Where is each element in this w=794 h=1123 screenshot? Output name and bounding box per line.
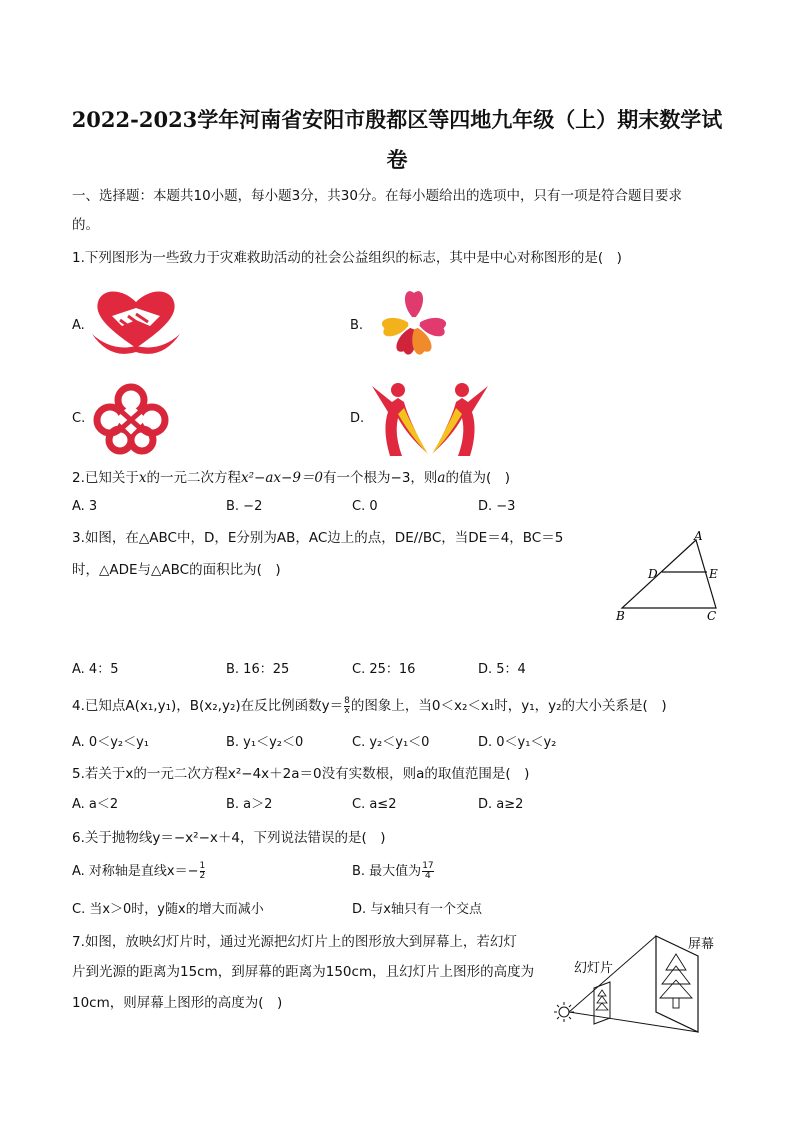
- q2-option-d[interactable]: D. −3: [478, 499, 516, 514]
- q3-stem-line2: 时，△ADE与△ABC的面积比为( ): [72, 562, 281, 578]
- q6-opta-den: 2: [199, 871, 206, 881]
- q3-label-b: B: [616, 609, 625, 623]
- q1-option-d-label: D.: [350, 411, 365, 426]
- q6-stem: 6.关于抛物线y＝−x²−x＋4，下列说法错误的是( ): [72, 830, 386, 846]
- q6-option-b-fraction: [422, 862, 433, 881]
- q3-label-c: C: [707, 609, 717, 623]
- q7-stem-line1: 7.如图，放映幻灯片时，通过光源把幻灯片上的图形放大到屏幕上，若幻灯: [72, 934, 517, 950]
- q1-logo-a-image: [90, 286, 182, 360]
- q6-option-c[interactable]: C. 当x＞0时，y随x的增大而减小: [72, 902, 264, 917]
- q1-option-c-label: C.: [72, 411, 86, 426]
- q7-projector-figure: [548, 928, 728, 1040]
- q6-option-b-text: B. 最大值为: [352, 864, 422, 879]
- q2-option-a[interactable]: A. 3: [72, 499, 98, 514]
- q4-stem-part1: 4.已知点A(x₁,y₁)，B(x₂,y₂)在反比例函数y＝: [72, 698, 344, 714]
- page-title: 2022-2023学年河南省安阳市殷都区等四地九年级（上）期末数学试: [71, 107, 723, 132]
- q2-stem: [72, 468, 510, 488]
- q7-screen-label: 屏幕: [688, 937, 715, 952]
- q3-label-e: E: [709, 567, 718, 581]
- q6-option-d[interactable]: D. 与x轴只有一个交点: [352, 902, 482, 917]
- q3-option-d[interactable]: D. 5：4: [478, 662, 526, 677]
- q4-option-c[interactable]: C. y₂＜y₁＜0: [352, 735, 430, 750]
- q1-option-b-label: B.: [350, 318, 364, 333]
- q2-stem-part3: 有一个根为−3，则: [323, 470, 438, 486]
- section-header-cont: 的。: [72, 217, 99, 233]
- q7-slide-label: 幻灯片: [574, 961, 614, 976]
- q4-stem-part2: 的图象上，当0＜x₂＜x₁时，y₁，y₂的大小关系是( ): [350, 698, 667, 714]
- q5-option-a[interactable]: A. a＜2: [72, 797, 119, 812]
- q3-triangle-figure: [610, 528, 728, 626]
- q5-stem: 5.若关于x的一元二次方程x²−4x＋2a＝0没有实数根，则a的取值范围是( ): [72, 766, 530, 782]
- q2-equation: x²−ax−9＝0: [241, 470, 324, 486]
- q4-fraction: [344, 697, 350, 716]
- section-header: 一、选择题：本题共10小题，每小题3分，共30分。在每小题给出的选项中，只有一项是符合题目要求: [72, 188, 682, 204]
- q1-logo-c-image: [90, 380, 172, 456]
- q2-var-a: a: [437, 470, 446, 486]
- page-title-cont: 卷: [386, 147, 408, 172]
- q4-option-a[interactable]: A. 0＜y₂＜y₁: [72, 735, 150, 750]
- q1-logo-d-image: [368, 378, 492, 458]
- q6-option-a-text: A. 对称轴是直线x＝−: [72, 864, 199, 879]
- q5-option-c[interactable]: C. a≤2: [352, 797, 397, 812]
- q7-stem-line2: 片到光源的距离为15cm，到屏幕的距离为150cm，且幻灯片上图形的高度为: [72, 964, 535, 980]
- q6-optb-num: 17: [422, 861, 434, 871]
- q2-option-b[interactable]: B. −2: [226, 499, 263, 514]
- q2-stem-part2: 的一元二次方程: [146, 470, 242, 486]
- q3-option-b[interactable]: B. 16：25: [226, 662, 290, 677]
- q1-option-a-label: A.: [72, 318, 85, 333]
- q6-option-a[interactable]: [72, 862, 206, 881]
- q2-stem-part1: 2.已知关于: [72, 470, 139, 486]
- q7-stem-line3: 10cm，则屏幕上图形的高度为( ): [72, 995, 283, 1011]
- q1-stem: 1.下列图形为一些致力于灾难救助活动的社会公益组织的标志，其中是中心对称图形的是( ): [72, 250, 622, 266]
- q5-option-d[interactable]: D. a≥2: [478, 797, 524, 812]
- q6-option-a-fraction: [200, 862, 206, 881]
- q4-stem: [72, 696, 667, 716]
- q4-option-d[interactable]: D. 0＜y₁＜y₂: [478, 735, 557, 750]
- q5-option-b[interactable]: B. a＞2: [226, 797, 273, 812]
- q2-option-c[interactable]: C. 0: [352, 499, 378, 514]
- q3-label-d: D: [648, 567, 658, 581]
- q2-stem-part4: 的值为( ): [445, 470, 511, 486]
- q1-logo-b-image: [368, 280, 460, 366]
- q2-var-x: x: [138, 470, 147, 486]
- q4-option-b[interactable]: B. y₁＜y₂＜0: [226, 735, 304, 750]
- q3-option-a[interactable]: A. 4：5: [72, 662, 119, 677]
- q3-option-c[interactable]: C. 25：16: [352, 662, 416, 677]
- q6-option-b[interactable]: [352, 862, 435, 881]
- q6-optb-den: 4: [425, 871, 431, 881]
- q4-frac-num: 8: [344, 695, 350, 706]
- q3-stem-line1: 3.如图，在△ABC中，D，E分别为AB，AC边上的点，DE//BC，当DE＝4，BC＝5: [72, 530, 564, 546]
- q6-opta-num: 1: [199, 861, 206, 871]
- q4-frac-den: x: [344, 705, 350, 716]
- q3-label-a: A: [694, 529, 703, 543]
